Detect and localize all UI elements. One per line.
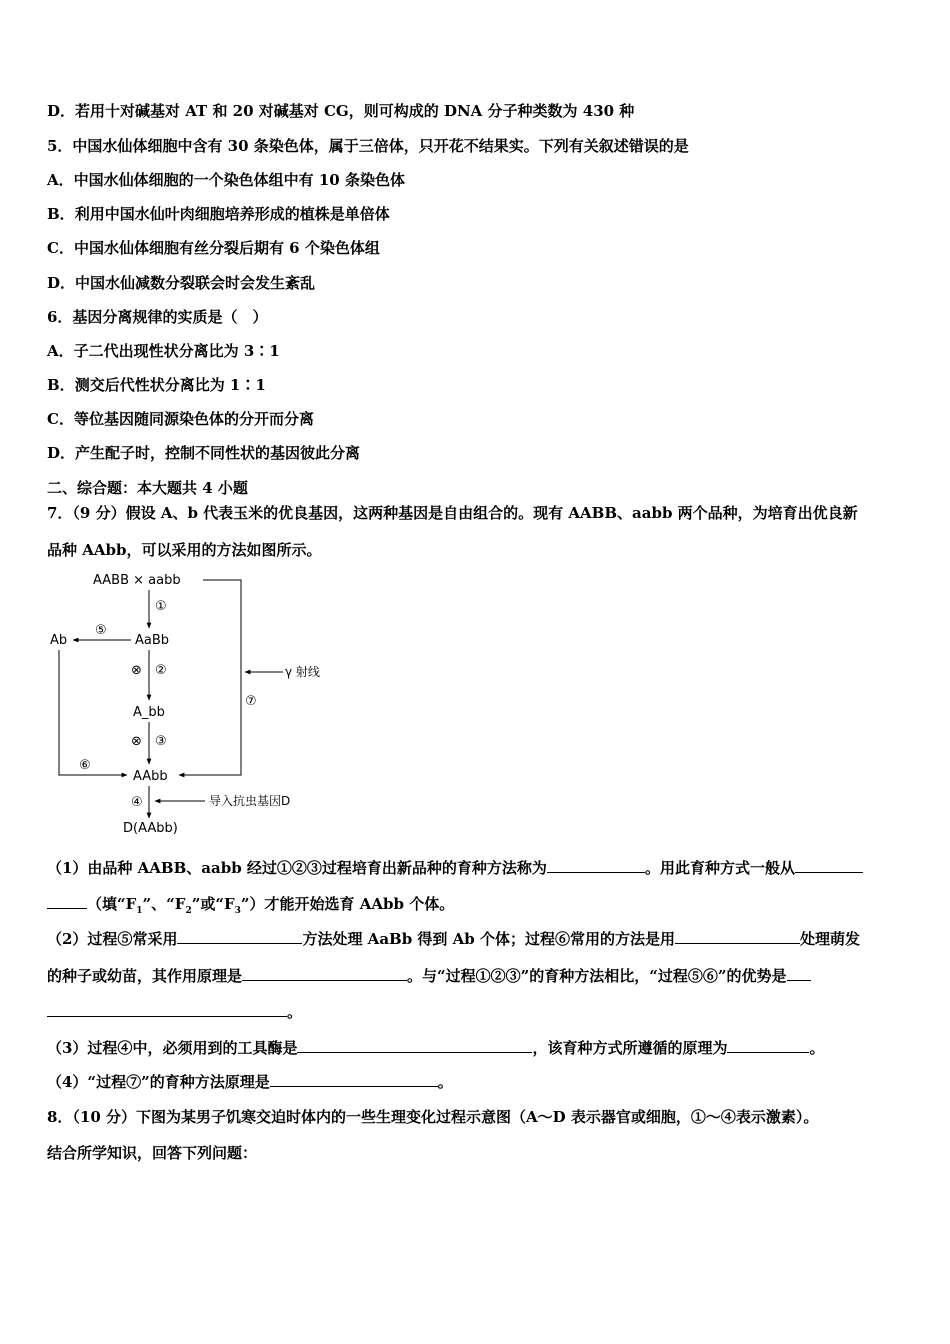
- q6-option-a: [47, 341, 910, 361]
- q6-option-d: [47, 443, 910, 463]
- option-letter: D．: [47, 102, 76, 120]
- q6-option-b: [47, 375, 910, 395]
- q5-option-d: [47, 273, 910, 293]
- label-step6: ⑥: [79, 758, 91, 773]
- answer-blank[interactable]: [242, 966, 407, 981]
- q7-part2-line3: 。: [47, 1002, 910, 1022]
- answer-blank[interactable]: [270, 1072, 438, 1087]
- label-step7: ⑦: [245, 694, 257, 709]
- option-text: 中国水仙体细胞有丝分裂后期有 6 个染色体组: [73, 239, 380, 257]
- q7-part2-line2: 的种子或幼苗，其作用原理是 。与“过程①②③”的育种方法相比，“过程⑤⑥”的优势是: [47, 966, 910, 986]
- label-step5: ⑤: [95, 623, 107, 638]
- q8-line2: 结合所学知识，回答下列问题：: [47, 1144, 258, 1162]
- answer-blank[interactable]: [177, 929, 302, 944]
- q7-part1-line2: （填“$F_1$”、“$F_2$”或“$F_3$”）才能开始选育 AAbb 个体。: [47, 894, 910, 921]
- final-product: D(AAbb): [123, 821, 178, 836]
- option-letter: A．: [47, 171, 74, 189]
- q7-stem-line1: 7．（9 分）假设 A、b 代表玉米的优良基因，这两种基因是自由组合的。现有 AABB、aabb 两个品种，为培育出优良新: [47, 504, 858, 522]
- option-letter: C．: [47, 239, 74, 257]
- option-text: 中国水仙减数分裂联会时会发生紊乱: [75, 274, 316, 292]
- target-aabb: AAbb: [133, 769, 168, 784]
- q4-option-d: [47, 101, 910, 121]
- import-gene-label: 导入抗虫基因D: [209, 794, 291, 808]
- answer-blank[interactable]: [47, 1002, 287, 1017]
- answer-blank[interactable]: [675, 929, 800, 944]
- q5-option-b: [47, 204, 910, 224]
- option-letter: C．: [47, 410, 74, 428]
- genotype-abb: A_bb: [133, 705, 165, 720]
- q7-stem-line2: 品种 AAbb，可以采用的方法如图所示。: [47, 541, 322, 559]
- option-text: 若用十对碱基对 AT 和 20 对碱基对 CG，则可构成的 DNA 分子种类数为 430 种: [75, 102, 635, 120]
- answer-blank[interactable]: [47, 894, 87, 909]
- answer-blank[interactable]: [727, 1038, 809, 1053]
- gamma-label: γ 射线: [285, 665, 320, 679]
- arrow-step7: [179, 580, 241, 775]
- q7-part1-line1: （1）由品种 AABB、aabb 经过①②③过程培育出新品种的育种方法称为 。用此育种方式一般从: [47, 858, 910, 878]
- breeding-flow-diagram: [45, 568, 345, 843]
- label-step1: ①: [155, 599, 167, 614]
- arrow-step6: [59, 650, 127, 775]
- option-text: 利用中国水仙叶肉细胞培养形成的植株是单倍体: [74, 205, 390, 223]
- q7-part2-line1: （2）过程⑤常采用 方法处理 AaBb 得到 Ab 个体；过程⑥常用的方法是用 处理萌发: [47, 930, 861, 948]
- option-text: 子二代出现性状分离比为 3∶1: [73, 342, 280, 360]
- q7-part4: （4）“过程⑦”的育种方法原理是 。: [47, 1073, 453, 1091]
- hybrid-aabb: AaBb: [135, 633, 170, 648]
- option-letter: B．: [47, 205, 75, 223]
- parent-cross: AABB × aabb: [93, 573, 181, 588]
- option-letter: D．: [47, 444, 76, 462]
- option-text: 产生配子时，控制不同性状的基因彼此分离: [75, 444, 361, 462]
- label-step2: ②: [155, 663, 167, 678]
- answer-blank[interactable]: [297, 1038, 532, 1053]
- q8-line1: 8．（10 分）下图为某男子饥寒交迫时体内的一些生理变化过程示意图（A～D 表示器官或细胞，①～④表示激素）。: [47, 1108, 819, 1126]
- answer-blank[interactable]: [547, 858, 645, 873]
- self-symbol-2: ⊗: [131, 663, 142, 678]
- haploid-ab: Ab: [50, 633, 68, 648]
- q7-part3: （3）过程④中，必须用到的工具酶是 ，该育种方式所遵循的原理为 。: [47, 1039, 825, 1057]
- label-step4: ④: [131, 795, 143, 810]
- option-text: 测交后代性状分离比为 1∶1: [74, 376, 266, 394]
- answer-blank[interactable]: [795, 858, 863, 873]
- self-symbol-3: ⊗: [131, 734, 142, 749]
- label-step3: ③: [155, 734, 167, 749]
- q6-option-c: [47, 409, 910, 429]
- option-letter: D．: [47, 274, 76, 292]
- option-text: 中国水仙体细胞的一个染色体组中有 10 条染色体: [73, 171, 405, 189]
- option-text: 等位基因随同源染色体的分开而分离: [73, 410, 314, 428]
- answer-blank[interactable]: [787, 966, 811, 981]
- option-letter: A．: [47, 342, 74, 360]
- q6-stem: 6．基因分离规律的实质是（ ）: [47, 308, 268, 326]
- option-letter: B．: [47, 376, 75, 394]
- section-heading: 二、综合题：本大题共 4 小题: [47, 479, 248, 497]
- q5-stem: 5．中国水仙体细胞中含有 30 条染色体，属于三倍体，只开花不结果实。下列有关叙述错误的是: [47, 137, 689, 155]
- q5-option-c: [47, 238, 910, 258]
- q5-option-a: [47, 170, 910, 190]
